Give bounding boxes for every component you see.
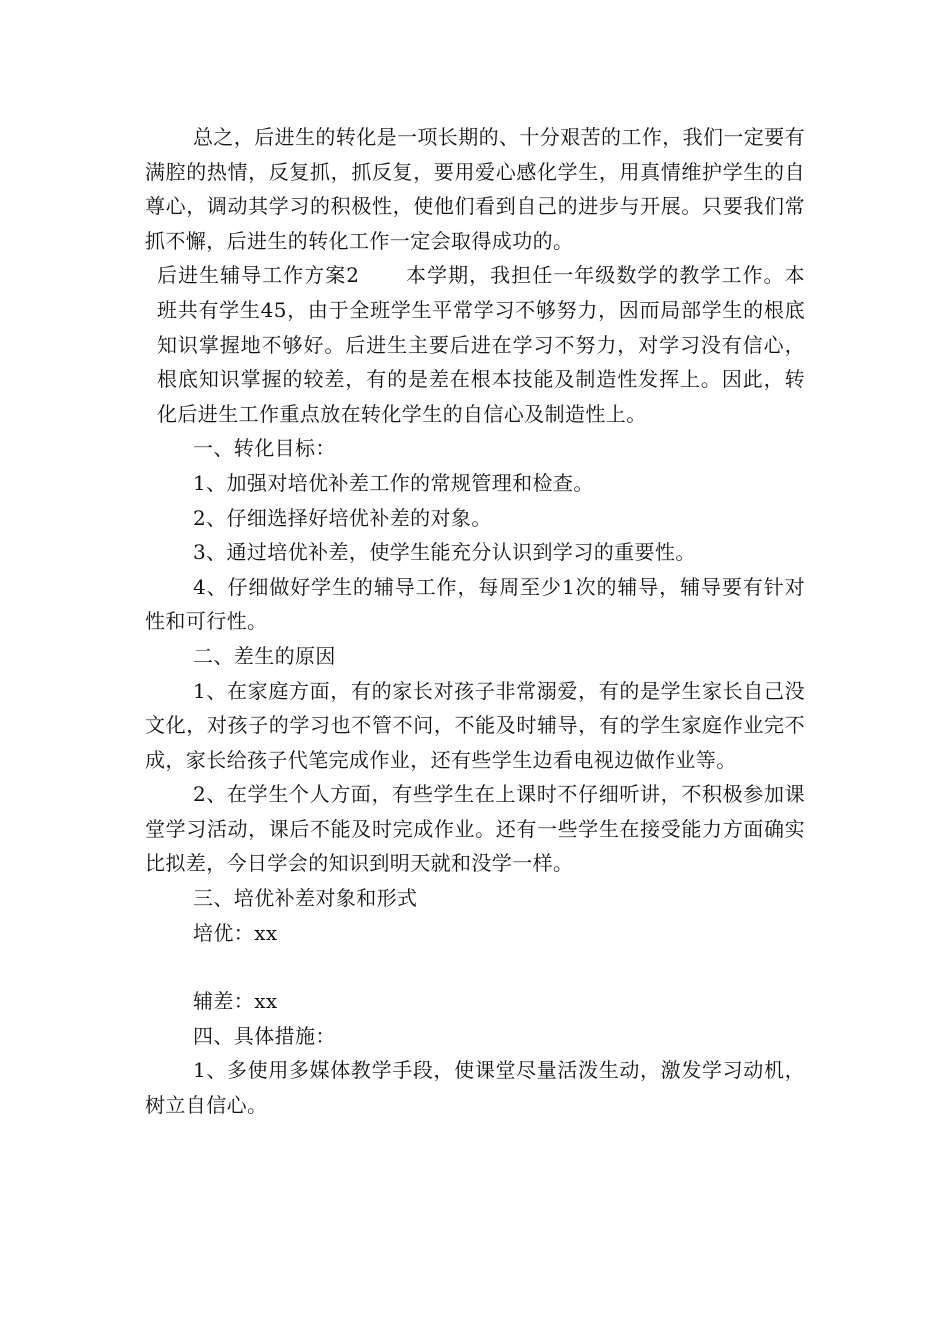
goal-item-3: 3、通过培优补差，使学生能充分认识到学习的重要性。 [193, 540, 696, 565]
measure-item-1: 1、多使用多媒体教学手段，使课堂尽量活泼生动，激发学习动机，树立自信心。 [145, 1058, 805, 1118]
target-remedial: 辅差：xx [193, 989, 278, 1014]
cause-item-1: 1、在家庭方面，有的家长对孩子非常溺爱，有的是学生家长自己没文化，对孩子的学习也不管不问，不能及时辅导，有的学生家庭作业完不成，家长给孩子代笔完成作业，还有些学生边看电视边做作业等。 [145, 678, 805, 772]
cause-item-2: 2、在学生个人方面，有些学生在上课时不仔细听讲，不积极参加课堂学习活动，课后不能及时完成作业。还有一些学生在接受能力方面确实比拟差，今日学会的知识到明天就和没学一样。 [145, 782, 805, 876]
plan-2-title: 后进生辅导工作方案2 [157, 263, 360, 288]
document-page [145, 120, 805, 1123]
section-heading-causes: 二、差生的原因 [193, 643, 336, 668]
section-heading-measures: 四、具体措施： [193, 1023, 336, 1048]
conclusion-paragraph: 总之，后进生的转化是一项长期的、十分艰苦的工作，我们一定要有满腔的热情，反复抓，抓反复，要用爱心感化学生，用真情维护学生的自尊心，调动其学习的积极性，使他们看到自己的进步与开展。只要我们常抓不懈，后进生的转化工作一定会取得成功的。 [145, 125, 805, 253]
plan-2-body: 本学期，我担任一年级数学的教学工作。本班共有学生45，由于全班学生平常学习不够努力，因而局部学生的根底知识掌握地不够好。后进生主要后进在学习不努力，对学习没有信心，根底知识掌握的较差，有的是差在根本技能及制造性发挥上。因此，转化后进生工作重点放在转化学生的自信心及制造性上。 [157, 263, 805, 426]
section-heading-goals: 一、转化目标： [193, 436, 336, 461]
goal-item-1: 1、加强对培优补差工作的常规管理和检查。 [193, 470, 594, 495]
goal-item-4: 4、仔细做好学生的辅导工作，每周至少1次的辅导，辅导要有针对性和可行性。 [145, 574, 805, 634]
blank-line [145, 950, 805, 984]
goal-item-2: 2、仔细选择好培优补差的对象。 [193, 505, 492, 530]
target-excellent: 培优：xx [193, 920, 278, 945]
plan-2-paragraph [145, 258, 805, 431]
section-heading-targets: 三、培优补差对象和形式 [193, 886, 418, 911]
